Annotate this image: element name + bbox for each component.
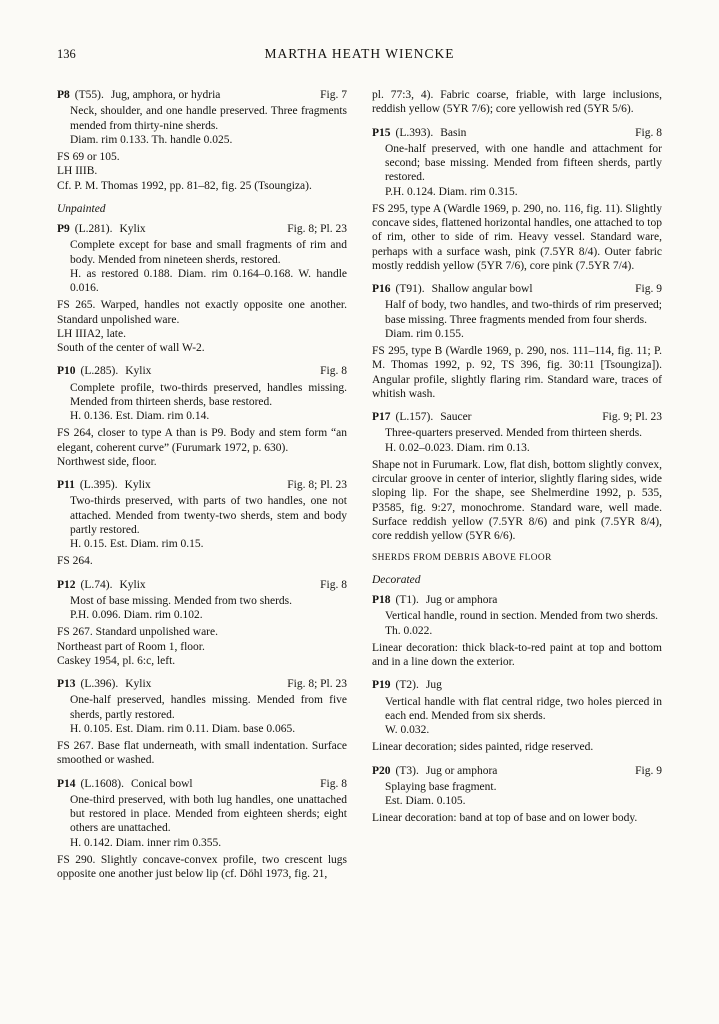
running-head: MARTHA HEATH WIENCKE [264, 46, 455, 61]
entry-id: P8 [57, 89, 70, 101]
entry-header-text [57, 578, 146, 592]
entry-lot-label: (L.74). [80, 578, 113, 591]
entry-paragraph: Cf. P. M. Thomas 1992, pp. 81–82, fig. 25 (Tsoungiza). [57, 179, 312, 192]
entry-paragraph: FS 267. Base flat underneath, with small indentation. Surface smoothed or washed. [57, 740, 347, 767]
entry-paragraph: Northwest side, floor. [57, 455, 157, 468]
entry-paragraph: Two-thirds preserved, with parts of two handles, one not attached. Mended from twenty-two sherds, stem and body partly restored. [70, 495, 347, 536]
entry-paragraph: P.H. 0.124. Diam. rim 0.315. [385, 185, 518, 198]
right-column [372, 88, 662, 890]
entry-paragraph: Complete profile, two-thirds preserved, handles missing. Mended from thirteen sherds, base restored. [70, 381, 347, 408]
entry-header [372, 678, 662, 692]
entry-paragraph: LH IIIB. [57, 165, 98, 178]
entry-paragraph: H. 0.136. Est. Diam. rim 0.14. [70, 410, 210, 422]
entry-lot-label: (T55). [74, 89, 104, 101]
entry-header [372, 126, 662, 140]
entry-title: Kylix [124, 479, 151, 491]
entry-paragraph: Northeast part of Room 1, floor. [57, 640, 205, 653]
entry-paragraph: H. 0.02–0.023. Diam. rim 0.13. [385, 441, 530, 454]
entry-header-text [57, 677, 151, 691]
entry-lot-label: (T3). [395, 764, 419, 777]
entry-lot-label: (L.1608). [80, 777, 124, 790]
entry-header [372, 593, 662, 607]
entry-paragraph: Splaying base fragment. [385, 780, 497, 793]
entry-header [57, 578, 347, 592]
page-header [57, 46, 662, 64]
entry-paragraph: Linear decoration; sides painted, ridge reserved. [372, 741, 594, 754]
entry-figure-ref: Fig. 8; Pl. 23 [287, 479, 347, 491]
entry-title: Kylix [125, 678, 152, 690]
entry-title: Shallow angular bowl [431, 283, 533, 295]
entry-lot-label: (L.281). [74, 223, 113, 235]
entry-id: P13 [57, 678, 76, 690]
entry-paragraph: FS 295, type A (Wardle 1969, p. 290, no. 116, fig. 11). Slightly concave sides, flattened horizontal handles, one attached to top of rim, other to side of rim. Heavy vessel. Standard ware, perhaps with a surface wash, pink (7.5YR 8/4). Outer fabric mostly reddish yellow (5YR 7/6), core pink (7.5YR 7/4). [372, 202, 662, 272]
catalog-entry [57, 578, 347, 669]
entry-id: P19 [372, 679, 391, 692]
entry-paragraph: Caskey 1954, pl. 6:c, left. [57, 654, 176, 667]
entry-header-text [57, 478, 151, 492]
entry-figure-ref: Fig. 8 [635, 126, 662, 139]
entry-header [57, 677, 347, 691]
entry-paragraph: One-half preserved, with one handle and attachment for second; base missing. Mended from fifteen sherds, partly restored. [385, 142, 662, 184]
entry-paragraph: FS 295, type B (Wardle 1969, p. 290, nos. 111–114, fig. 11; P. M. Thomas 1992, p. 92, TS 396, fig. 30:11 [Tsoungiza]). Angular profile, slightly flaring rim. Standard ware, traces of whitish wash. [372, 345, 662, 400]
entry-title: Conical bowl [130, 777, 193, 790]
entry-paragraph: Half of body, two handles, and two-thirds of rim preserved; base missing. Three fragments mended from four sherds. [385, 299, 662, 326]
entry-lot-label: (L.396). [80, 678, 119, 690]
entry-header [57, 777, 347, 791]
catalog-entry [372, 282, 662, 401]
entry-paragraph: FS 264. [57, 555, 93, 568]
entry-figure-ref: Fig. 9 [635, 764, 662, 777]
entry-figure-ref: Fig. 8; Pl. 23 [287, 223, 347, 235]
continuation-paragraph: pl. 77:3, 4). Fabric coarse, friable, with large inclusions, reddish yellow (5YR 7/6); core yellowish red (5YR 5/6). [372, 89, 662, 116]
entry-header-text [57, 88, 220, 102]
entry-figure-ref: Fig. 9; Pl. 23 [602, 411, 662, 423]
entry-title: Saucer [440, 411, 472, 423]
entry-header [57, 364, 347, 378]
entry-id: P20 [372, 764, 391, 777]
entry-paragraph: South of the center of wall W-2. [57, 342, 205, 354]
entry-figure-ref: Fig. 8 [320, 578, 347, 591]
entry-paragraph: Neck, shoulder, and one handle preserved. Three fragments mended from thirty-nine sherds. [70, 105, 347, 132]
entry-paragraph: Most of base missing. Mended from two sherds. [70, 594, 292, 607]
entry-lot-label: (T2). [395, 679, 419, 692]
section-heading-italic: Decorated [372, 573, 421, 586]
entry-lot-label: (L.285). [80, 365, 119, 378]
page-number: 136 [57, 47, 76, 61]
entry-lot-label: (L.157). [395, 411, 434, 423]
entry-figure-ref: Fig. 8 [320, 777, 347, 790]
entry-paragraph: H. 0.142. Diam. inner rim 0.355. [70, 836, 222, 849]
entry-header-text [372, 593, 497, 607]
entry-header-text [372, 410, 472, 424]
catalog-entry [57, 88, 347, 193]
entry-header-text [372, 282, 533, 296]
entry-paragraph: H. as restored 0.188. Diam. rim 0.164–0.168. W. handle 0.016. [70, 267, 347, 294]
catalog-entry [57, 364, 347, 469]
entry-paragraph: H. 0.105. Est. Diam. rim 0.11. Diam. base 0.065. [70, 722, 296, 735]
entry-header [372, 410, 662, 424]
entry-paragraph: FS 290. Slightly concave-convex profile, two crescent lugs opposite one another just below lip (cf. Döhl 1973, fig. 21, [57, 853, 347, 880]
catalog-entry [57, 478, 347, 569]
catalog-entry [57, 777, 347, 882]
entry-paragraph: Linear decoration: band at top of base and on lower body. [372, 812, 638, 825]
entry-title: Kylix [119, 223, 146, 235]
entry-paragraph: Est. Diam. 0.105. [385, 795, 466, 808]
entry-title: Kylix [125, 365, 152, 378]
entry-lot-label: (T91). [395, 283, 425, 295]
entry-paragraph: H. 0.15. Est. Diam. rim 0.15. [70, 538, 204, 550]
entry-paragraph: W. 0.032. [385, 724, 430, 737]
entry-paragraph: FS 264, closer to type A than is P9. Body and stem form “an elegant, coherent curve” (Furumark 1972, p. 630). [57, 427, 347, 454]
entry-header-text [372, 764, 497, 778]
catalog-entry [57, 677, 347, 768]
entry-header [372, 282, 662, 296]
catalog-entry [372, 678, 662, 754]
entry-paragraph: Shape not in Furumark. Low, flat dish, bottom slightly convex, circular groove in center of interior, slightly flaring sides, wide sloping lip. For the shape, see Shelmerdine 1992, p. 535, P3585, fig. 9:27, monochrome. Standard ware, well made. Surface reddish yellow (7.5YR 8/6) and pink (7.5YR 8/4), core reddish yellow (5YR 6/6). [372, 458, 662, 542]
entry-title: Basin [440, 126, 467, 139]
entry-paragraph: Diam. rim 0.133. Th. handle 0.025. [70, 133, 233, 146]
entry-paragraph: One-third preserved, with both lug handles, one unattached but restored in place. Mended from eighteen sherds; eight others are unattached. [70, 793, 347, 835]
entry-id: P17 [372, 411, 391, 423]
entry-header-text [372, 678, 442, 692]
entry-paragraph: Vertical handle with flat central ridge, two holes pierced in each end. Mended from six sherds. [385, 695, 662, 722]
left-column [57, 88, 347, 890]
entry-id: P9 [57, 223, 70, 235]
entry-paragraph: Vertical handle, round in section. Mended from two sherds. [385, 610, 659, 623]
entry-id: P12 [57, 578, 76, 591]
entry-paragraph: Linear decoration: thick black-to-red paint at top and bottom and in a line down the exterior. [372, 641, 662, 669]
entry-figure-ref: Fig. 7 [320, 89, 347, 101]
entry-title: Jug, amphora, or hydria [110, 89, 221, 101]
entry-id: P15 [372, 126, 391, 139]
entry-id: P14 [57, 777, 76, 790]
entry-paragraph: FS 265. Warped, handles not exactly opposite one another. Standard unpolished ware. [57, 299, 347, 326]
entry-header [57, 88, 347, 102]
entry-header-text [372, 126, 466, 140]
entry-header-text [57, 777, 193, 791]
entry-header [57, 478, 347, 492]
catalog-entry [372, 593, 662, 669]
entry-paragraph: Diam. rim 0.155. [385, 327, 464, 340]
entry-title: Kylix [119, 578, 146, 591]
entry-header-text [57, 364, 151, 378]
catalog-entry [372, 126, 662, 274]
entry-header-text [57, 222, 146, 236]
entry-title: Jug or amphora [425, 764, 498, 777]
text-columns [57, 88, 662, 890]
entry-id: P16 [372, 283, 391, 295]
catalog-entry [372, 764, 662, 826]
entry-paragraph: One-half preserved, handles missing. Mended from five sherds, partly restored. [70, 694, 347, 721]
catalog-entry [372, 410, 662, 543]
entry-paragraph: LH IIIA2, late. [57, 327, 126, 340]
entry-lot-label: (L.395). [79, 479, 118, 491]
entry-figure-ref: Fig. 8; Pl. 23 [287, 678, 347, 690]
entry-paragraph: Th. 0.022. [385, 624, 433, 637]
entry-figure-ref: Fig. 9 [635, 283, 662, 295]
entry-id: P18 [372, 594, 391, 607]
entry-paragraph: FS 69 or 105. [57, 151, 120, 163]
section-heading-italic: Unpainted [57, 202, 106, 215]
catalog-entry [57, 222, 347, 355]
entry-figure-ref: Fig. 8 [320, 365, 347, 378]
entry-id: P11 [57, 479, 75, 491]
entry-paragraph: P.H. 0.096. Diam. rim 0.102. [70, 609, 203, 621]
entry-paragraph: FS 267. Standard unpolished ware. [57, 626, 218, 639]
entry-paragraph: Complete except for base and small fragments of rim and body. Mended from nineteen sherds, restored. [70, 239, 347, 266]
section-heading-smallcaps: SHERDS FROM DEBRIS ABOVE FLOOR [372, 553, 552, 564]
entry-lot-label: (L.393). [395, 126, 434, 139]
entry-id: P10 [57, 365, 76, 378]
entry-title: Jug [425, 679, 442, 692]
entry-header [57, 222, 347, 236]
entry-lot-label: (T1). [395, 594, 419, 607]
entry-paragraph: Three-quarters preserved. Mended from thirteen sherds. [385, 427, 643, 440]
entry-title: Jug or amphora [425, 594, 498, 607]
entry-header [372, 764, 662, 778]
